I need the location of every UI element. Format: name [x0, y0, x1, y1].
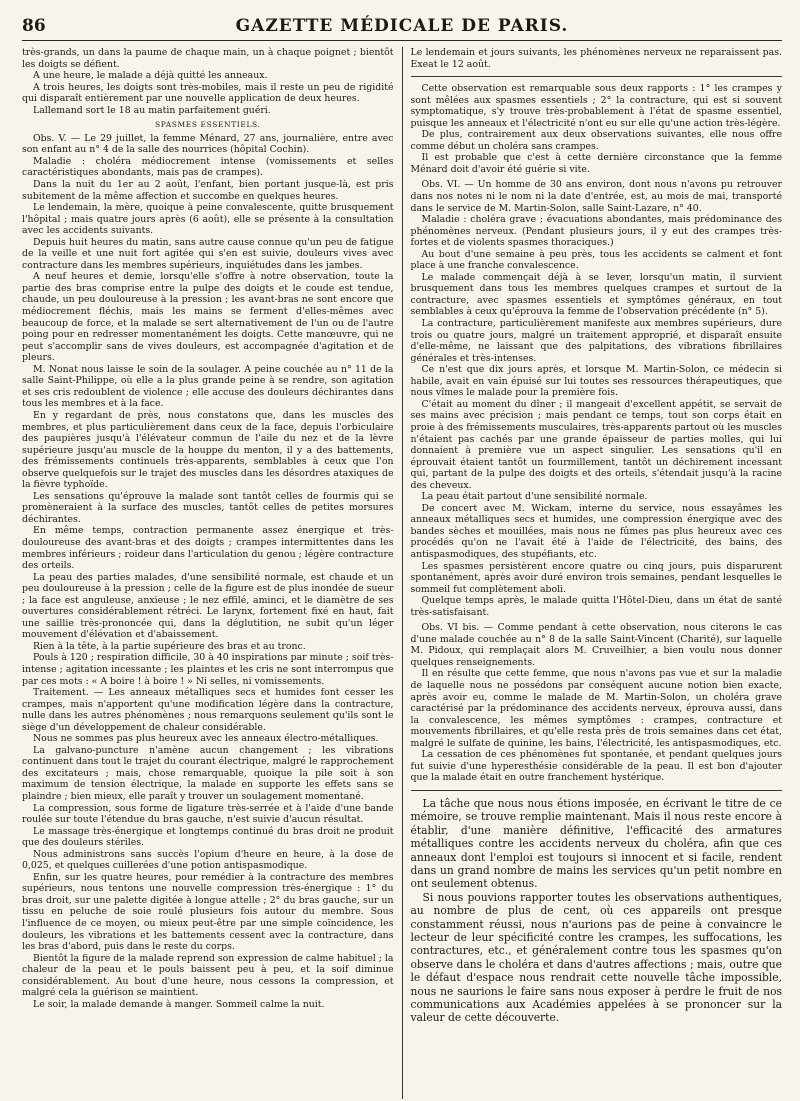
paragraph: La peau des parties malades, d'une sensibilité normale, est chaude et un peu douloureuse à la pression ; celle de la figure est de plus inondée de sueur ; la face est anguleuse, anxieuse ; le nez effilé, aminci, et le diamètre de ses ouvertures considérablement rétréci. Le larynx, fortement fixé en haut, fait une saillie très-prononcée qui, dans la déglutition, ne subit qu'un léger mouvement d'élévation et d'abaissement. — [22, 571, 394, 641]
paragraph: Maladie : choléra grave ; évacuations abondantes, mais prédominance des phénomènes nerveux. (Pendant plusieurs jours, il y eut des crampes très-fortes et de violents spasmes thoraciques.) — [410, 214, 782, 249]
text-columns — [22, 47, 782, 1099]
paragraph: La cessation de ces phénomènes fut spontanée, et pendant quelques jours fut suivie d'une hyperesthésie considérable de la peau. Il est bon d'ajouter que la malade était en outre franchement hystérique. — [410, 749, 782, 784]
paragraph: Depuis huit heures du matin, sans autre cause connue qu'un peu de fatigue de la veille et une nuit fort agitée qui s'en est suivie, douleurs vives avec contracture dans les membres supérieurs, inquiétudes dans les jambes. — [22, 236, 394, 271]
paragraph: A trois heures, les doigts sont très-mobiles, mais il reste un peu de rigidité qui disparaît entièrement par une nouvelle application de deux heures. — [22, 81, 394, 105]
paragraph: Lallemand sort le 18 au matin parfaitement guéri. — [33, 104, 271, 116]
observation-heading-paragraph: Obs. VI bis. — Comme pendant à cette observation, nous citerons le cas d'une malade couchée au n° 8 de la salle Saint-Vincent (Charité), sur laquelle M. Pidoux, qui remplaçait alors M. Cruveilhier, a bien voulu nous donner quelques renseignements. — [410, 622, 782, 668]
paragraph: Bientôt la figure de la malade reprend son expression de calme habituel ; la chaleur de la peau et le pouls baissent peu à peu, et la soif diminue considérablement. Au bout d'une heure, nous cessons la compression, et malgré cela la guérison se maintient. — [22, 952, 394, 999]
paragraph: Nous ne sommes pas plus heureux avec les anneaux électro-métalliques. — [33, 733, 379, 745]
page-number: 86 — [22, 16, 46, 36]
paragraph: M. Nonat nous laisse le soin de la soulager. A peine couchée au n° 11 de la salle Saint-Philippe, où elle a la plus grande peine à se rendre, son agitation et ses cris redoublent de violence ; elle accuse des douleurs déchirantes dans tous les membres et à la face. — [22, 363, 394, 410]
paragraph: En y regardant de près, nous constatons que, dans les muscles des membres, et plus particulièrement dans ceux de la face, depuis l'orbiculaire des paupières jusqu'à l'élévateur commun de l'aile du nez et de la lèvre supérieure jusqu'au muscle de la houppe du menton, il y a des battements, des frémissements continuels très-apparents, semblables à ceux que l'on observe quelquefois sur le trajet des muscles dans les désordres ataxiques de la fièvre typhoïde. — [22, 409, 394, 491]
paragraph: Quelque temps après, le malade quitta l'Hôtel-Dieu, dans un état de santé très-satisfaisant. — [410, 595, 782, 618]
paragraph: Dans la nuit du 1er au 2 août, l'enfant, bien portant jusque-là, est pris subitement de la même affection et succombe en quelques heures. — [22, 179, 394, 202]
paragraph: Il est probable que c'est à cette dernière circonstance que la femme Ménard doit d'avoir été guérie si vite. — [410, 152, 782, 175]
paragraph: très-grands, un dans la paume de chaque main, un à chaque poignet ; bientôt les doigts se défient. — [22, 47, 394, 70]
paragraph: Les spasmes persistèrent encore quatre ou cinq jours, puis disparurent spontanément, après avoir duré environ trois semaines, pendant lesquelles le sommeil fut complètement aboli. — [410, 560, 782, 595]
paragraph: De concert avec M. Wickam, interne du service, nous essayâmes les anneaux métalliques secs et humides, une compression énergique avec des bandes sèches et mouillées, mais nous ne fûmes pas plus heureux avec ces procédés qu'on ne l'avait été à l'aide de l'électricité, des bains, des antispasmodiques, des stupéfiants, etc. — [410, 502, 782, 560]
divider — [411, 76, 783, 77]
paragraph: Le soir, la malade demande à manger. Sommeil calme la nuit. — [33, 998, 325, 1010]
conclusion-paragraph: Si nous pouvions rapporter toutes les observations authentiques, au nombre de plus de cent, où ces appareils ont presque constamment réussi, nous n'aurions pas de peine à convaincre le lecteur de leur spécificité contre les crampes, les suffocations, les contractures, etc., et généralement contre tous les spasmes qu'on observe dans le choléra et dans d'autres affections ; mais, outre que le défaut d'espace nous rendrait cette nouvelle tâche impossible, nous ne saurions le faire sans nous exposer à perdre le fruit de nos communications aux Académies appelées à se prononcer sur la valeur de cette découverte. — [410, 890, 782, 1025]
paragraph: A neuf heures et demie, lorsqu'elle s'offre à notre observation, toute la partie des bras comprise entre la pulpe des doigts et le coude est tendue, chaude, un peu douloureuse à la pression ; les avant-bras ne sont encore que médiocrement fléchis, mais les mains se ferment d'elles-mêmes avec beaucoup de force, et la malade se sert alternativement de l'un ou de l'autre poing pour en redresser momentanément les doigts. Cette manœuvre, qui ne peut s'accomplir sans de vives douleurs, est accompagnée d'agitation et de pleurs. — [22, 271, 394, 364]
paragraph: Le malade commençait déjà à se lever, lorsqu'un matin, il survient brusquement dans tous les membres quelques crampes et surtout de la contracture, avec spasmes essentiels et symptômes généraux, en tout semblables à ceux qu'éprouva la femme de l'observation précédente (n° 5). — [410, 271, 782, 318]
paragraph: Ce n'est que dix jours après, et lorsque M. Martin-Solon, ce médecin si habile, avait en vain épuisé sur lui toutes ses ressources thérapeutiques, que nous vîmes le malade pour la première fois. — [410, 364, 782, 399]
paragraph: Nous administrons sans succès l'opium d'heure en heure, à la dose de 0,025, et quelques cuillerées d'une potion antispasmodique. — [22, 848, 394, 872]
paragraph: Le massage très-énergique et longtemps continué du bras droit ne produit que des douleurs stériles. — [22, 825, 394, 849]
paragraph: Les sensations qu'éprouve la malade sont tantôt celles de fourmis qui se promèneraient à la surface des muscles, tantôt celles de petites morsures déchirantes. — [22, 490, 394, 525]
paragraph: Le lendemain et jours suivants, les phénomènes nerveux ne reparaissent pas. Exeat le 12 août. — [410, 47, 782, 70]
paragraph: A une heure, le malade a déjà quitté les anneaux. — [33, 70, 268, 82]
paragraph: La galvano-puncture n'amène aucun changement ; les vibrations continuent dans tout le trajet du courant électrique, malgré le rapprochement des excitateurs ; mais, chose remarquable, quoique la pile soit à son maximum de tension électrique, la malade en supporte les effets sans se plaindre ; bien mieux, elle paraît y trouver un soulagement momentané. — [22, 744, 394, 802]
paragraph: Il en résulte que cette femme, que nous n'avons pas vue et sur la maladie de laquelle nous ne possédons par conséquent aucune notion bien exacte, après avoir eu, comme le malade de M. Martin-Solon, un choléra grave caractérisé par la prédominance des accidents nerveux, éprouva aussi, dans la convalescence, les mêmes symptômes : crampes, contracture et mouvements fibrillaires, et qu'elle resta près de trois semaines dans cet état, malgré le sulfate de quinine, les bains, l'électricité, les antispasmodiques, etc. — [410, 668, 782, 749]
left-column — [22, 47, 402, 1099]
paragraph: Maladie : choléra médiocrement intense (vomissements et selles caractéristiques abondants, mais pas de crampes). — [22, 155, 394, 179]
paragraph: Rien à la tête, à la partie supérieure des bras et au tronc. — [33, 640, 306, 652]
right-column — [402, 47, 783, 1099]
paragraph: Cette observation est remarquable sous deux rapports : 1° les crampes y sont mêlées aux spasmes essentiels ; 2° la contracture, qui est si souvent symptomatique, s'y trouve très-probablement à l'état de spasme essentiel, puisque les anneaux et l'électricité n'ont eu sur elle qu'une action très-légère. — [410, 83, 782, 129]
divider — [411, 790, 783, 791]
paragraph: De plus, contrairement aux deux observations suivantes, elle nous offre comme début un choléra sans crampes. — [410, 129, 782, 152]
journal-title: GAZETTE MÉDICALE DE PARIS. — [235, 16, 569, 36]
page-header — [22, 10, 782, 41]
section-title: SPASMES ESSENTIELS. — [155, 120, 261, 130]
paragraph: La compression, sous forme de ligature très-serrée et à l'aide d'une bande roulée sur toute l'étendue du bras gauche, n'est suivie d'aucun résultat. — [22, 802, 394, 826]
paragraph: La peau était partout d'une sensibilité normale. — [421, 491, 648, 503]
observation-heading-paragraph: Obs. VI. — Un homme de 30 ans environ, dont nous n'avons pu retrouver dans nos notes ni le nom ni la date d'entrée, est, au mois de mai, transporté dans le service de M. Martin-Solon, salle Saint-Lazare, n° 40. — [410, 179, 782, 214]
paragraph: La contracture, particulièrement manifeste aux membres supérieurs, dure trois ou quatre jours, malgré un traitement approprié, et disparaît ensuite d'elle-même, ne laissant que des palpitations, des vibrations fibrillaires générales et très-intenses. — [410, 318, 782, 364]
paragraph: Enfin, sur les quatre heures, pour remédier à la contracture des membres supérieurs, nous tentons une nouvelle compression très-énergique : 1° du bras droit, sur une palette digitée à longue attelle ; 2° du bras gauche, sur un tissu en peluche de soie roulé plusieurs fois autour du membre. Sous l'influence de ce moyen, ou mieux peut-être par une simple coïncidence, les douleurs, les vibrations et les battements cessent avec la contracture, dans les bras d'abord, puis dans le reste du corps. — [22, 871, 394, 953]
paragraph: C'était au moment du dîner ; il mangeait d'excellent appétit, se servait de ses mains avec précision ; mais pendant ce temps, tout son corps était en proie à des frémissements musculaires, très-apparents partout où les muscles n'étaient pas cachés par une grande épaisseur de parties molles, qui lui donnaient à première vue un aspect singulier. Les sensations qu'il en éprouvait étaient tantôt un fourmillement, tantôt un déchirement incessant qui, partant de la pulpe des doigts et des orteils, s'étendait jusqu'à la racine des cheveux. — [410, 398, 782, 491]
conclusion-paragraph: La tâche que nous nous étions imposée, en écrivant le titre de ce mémoire, se trouve remplie maintenant. Mais il nous reste encore à établir, d'une manière définitive, l'efficacité des armatures métalliques contre les accidents nerveux du choléra, afin que ces anneaux dont l'emploi est toujours si innocent et si facile, rendent dans un grand nombre de mains les services qu'un petit nombre en ont seulement obtenus. — [410, 796, 782, 891]
paragraph: Traitement. — Les anneaux métalliques secs et humides font cesser les crampes, mais n'apportent qu'une modification légère dans la contracture, nulle dans les autres phénomènes ; nous remarquons seulement qu'ils sont le siège d'un développement de chaleur considérable. — [22, 687, 394, 733]
paragraph: Le lendemain, la mère, quoique à peine convalescente, quitte brusquement l'hôpital ; mais quatre jours après (6 août), elle se présente à la consultation avec les accidents suivants. — [22, 202, 394, 237]
paragraph: Au bout d'une semaine à peu près, tous les accidents se calment et font place à une franche convalescence. — [410, 248, 782, 272]
paragraph: Pouls à 120 ; respiration difficile, 30 à 40 inspirations par minute ; soif très-intense ; agitation incessante ; les plaintes et les cris ne sont interrompus que par ces mots : « A boire ! à boire ! » Ni selles, ni vomissements. — [22, 652, 394, 687]
observation-heading-paragraph: Obs. V. — Le 29 juillet, la femme Ménard, 27 ans, journalière, entre avec son enfant au n° 4 de la salle des nourrices (hôpital Cochin). — [22, 132, 394, 156]
paragraph: En même temps, contraction permanente assez énergique et très-douloureuse des avant-bras et des doigts ; crampes intermittentes dans les membres inférieurs ; roideur dans l'articulation du genou ; légère contracture des orteils. — [22, 525, 394, 572]
